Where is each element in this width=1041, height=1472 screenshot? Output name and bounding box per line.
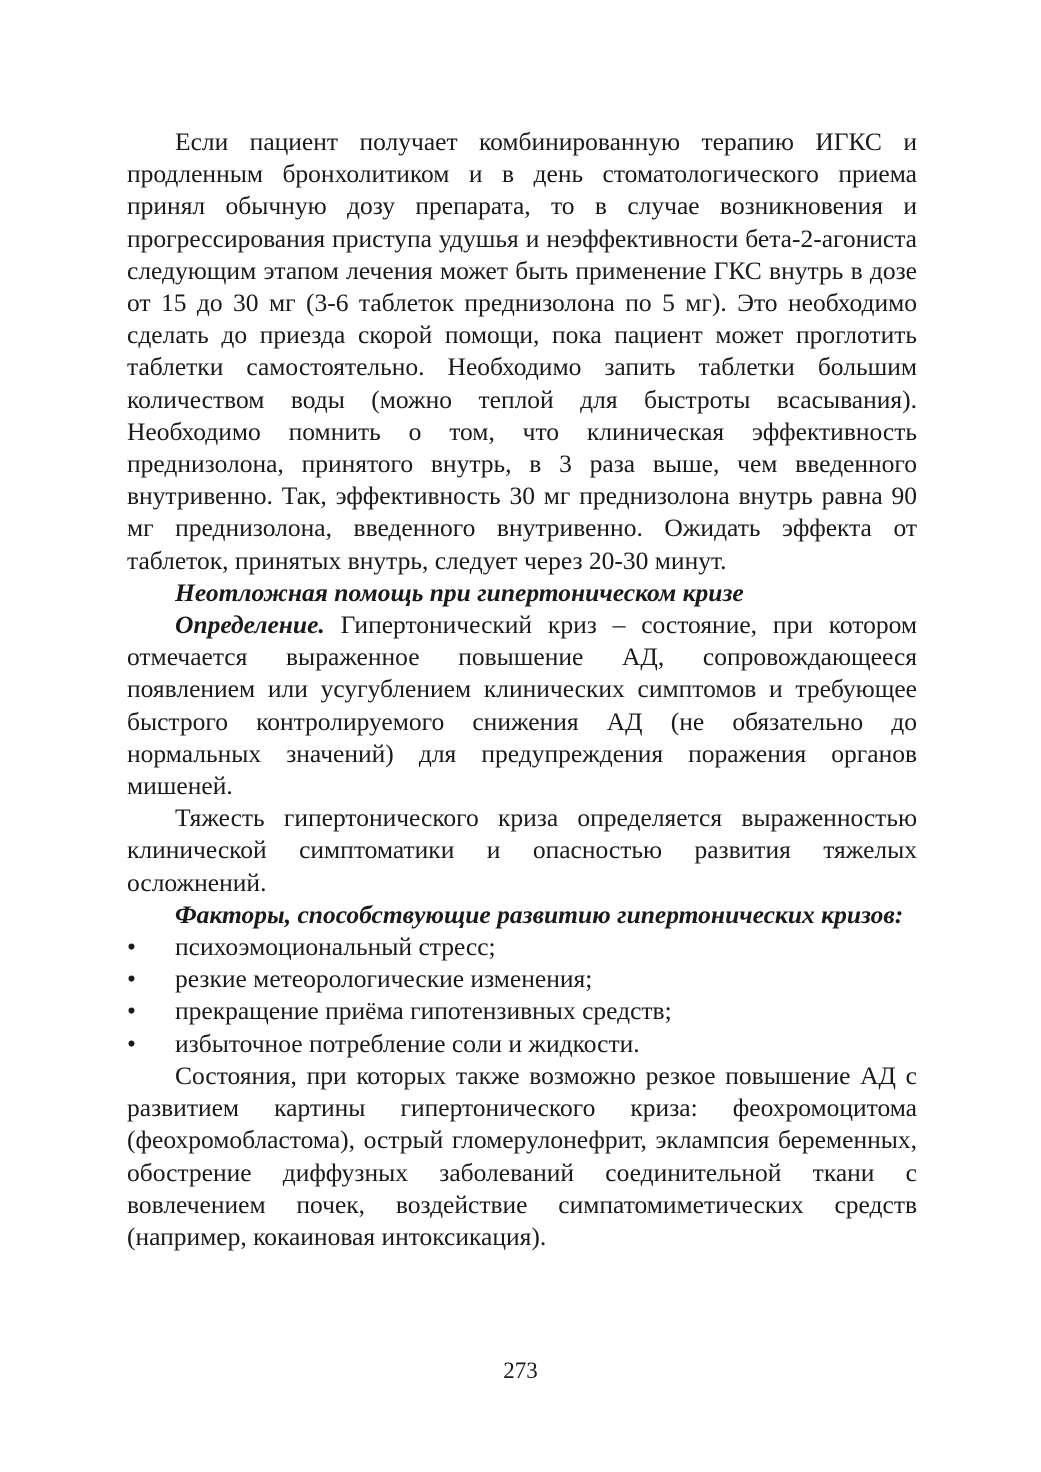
- factors-heading: Факторы, способствующие развитию гипертонических кризов:: [175, 899, 904, 929]
- list-item-text: психоэмоциональный стресс;: [175, 932, 496, 962]
- section-heading-hypertensive-crisis: Неотложная помощь при гипертоническом кризе: [175, 577, 744, 607]
- definition-text: Гипертонический криз – состояние, при котором отмечается выраженное повышение АД, сопровождающееся появлением или усугублением клинических симптомов и требующее быстрого контролируемого снижения АД (не обязательно до нормальных значений) для предупреждения поражения органов мишеней.: [127, 610, 917, 801]
- list-item: [127, 963, 917, 995]
- list-item: [127, 931, 917, 963]
- list-item-text: резкие метеорологические изменения;: [175, 964, 593, 994]
- paragraph-definition: [127, 609, 917, 802]
- list-item: [127, 1028, 917, 1060]
- definition-lead: Определение.: [175, 610, 325, 640]
- factors-list: [127, 931, 917, 1060]
- list-item-text: прекращение приёма гипотензивных средств;: [175, 996, 672, 1026]
- bullet-icon: •: [127, 932, 136, 962]
- paragraph-gcs-therapy: Если пациент получает комбинированную терапию ИГКС и продленным бронхолитиком и в день стоматологического приема принял обычную дозу препарата, то в случае возникновения и прогрессирования приступа удушья и неэффективности бета-2-агониста следующим этапом лечения может быть применение ГКС внутрь в дозе от 15 до 30 мг (3-6 таблеток преднизолона по 5 мг). Это необходимо сделать до приезда скорой помощи, пока пациент может проглотить таблетки самостоятельно. Необходимо запить таблетки большим количеством воды (можно теплой для быстроты всасывания). Необходимо помнить о том, что клиническая эффективность преднизолона, принятого внутрь, в 3 раза выше, чем введенного внутривенно. Так, эффективность 30 мг преднизолона внутрь равна 90 мг преднизолона, введенного внутривенно. Ожидать эффекта от таблеток, принятых внутрь, следует через 20-30 минут.: [127, 127, 917, 575]
- paragraph-severity: Тяжесть гипертонического криза определяется выраженностью клинической симптоматики и опасностью развития тяжелых осложнений.: [127, 803, 917, 897]
- bullet-icon: •: [127, 964, 136, 994]
- bullet-icon: •: [127, 1028, 136, 1058]
- page-body: [127, 126, 917, 1253]
- paragraph-conditions: Состояния, при которых также возможно резкое повышение АД с развитием картины гипертонического криза: феохромоцитома (феохромобластома), острый гломерулонефрит, эклампсия беременных, обострение диффузных заболеваний соединительной ткани с вовлечением почек, воздействие симпатомиметических средств (например, кокаиновая интоксикация).: [127, 1060, 917, 1251]
- bullet-icon: •: [127, 996, 136, 1026]
- list-item-text: избыточное потребление соли и жидкости.: [175, 1028, 640, 1058]
- page-number: 273: [503, 1358, 538, 1383]
- list-item: [127, 995, 917, 1027]
